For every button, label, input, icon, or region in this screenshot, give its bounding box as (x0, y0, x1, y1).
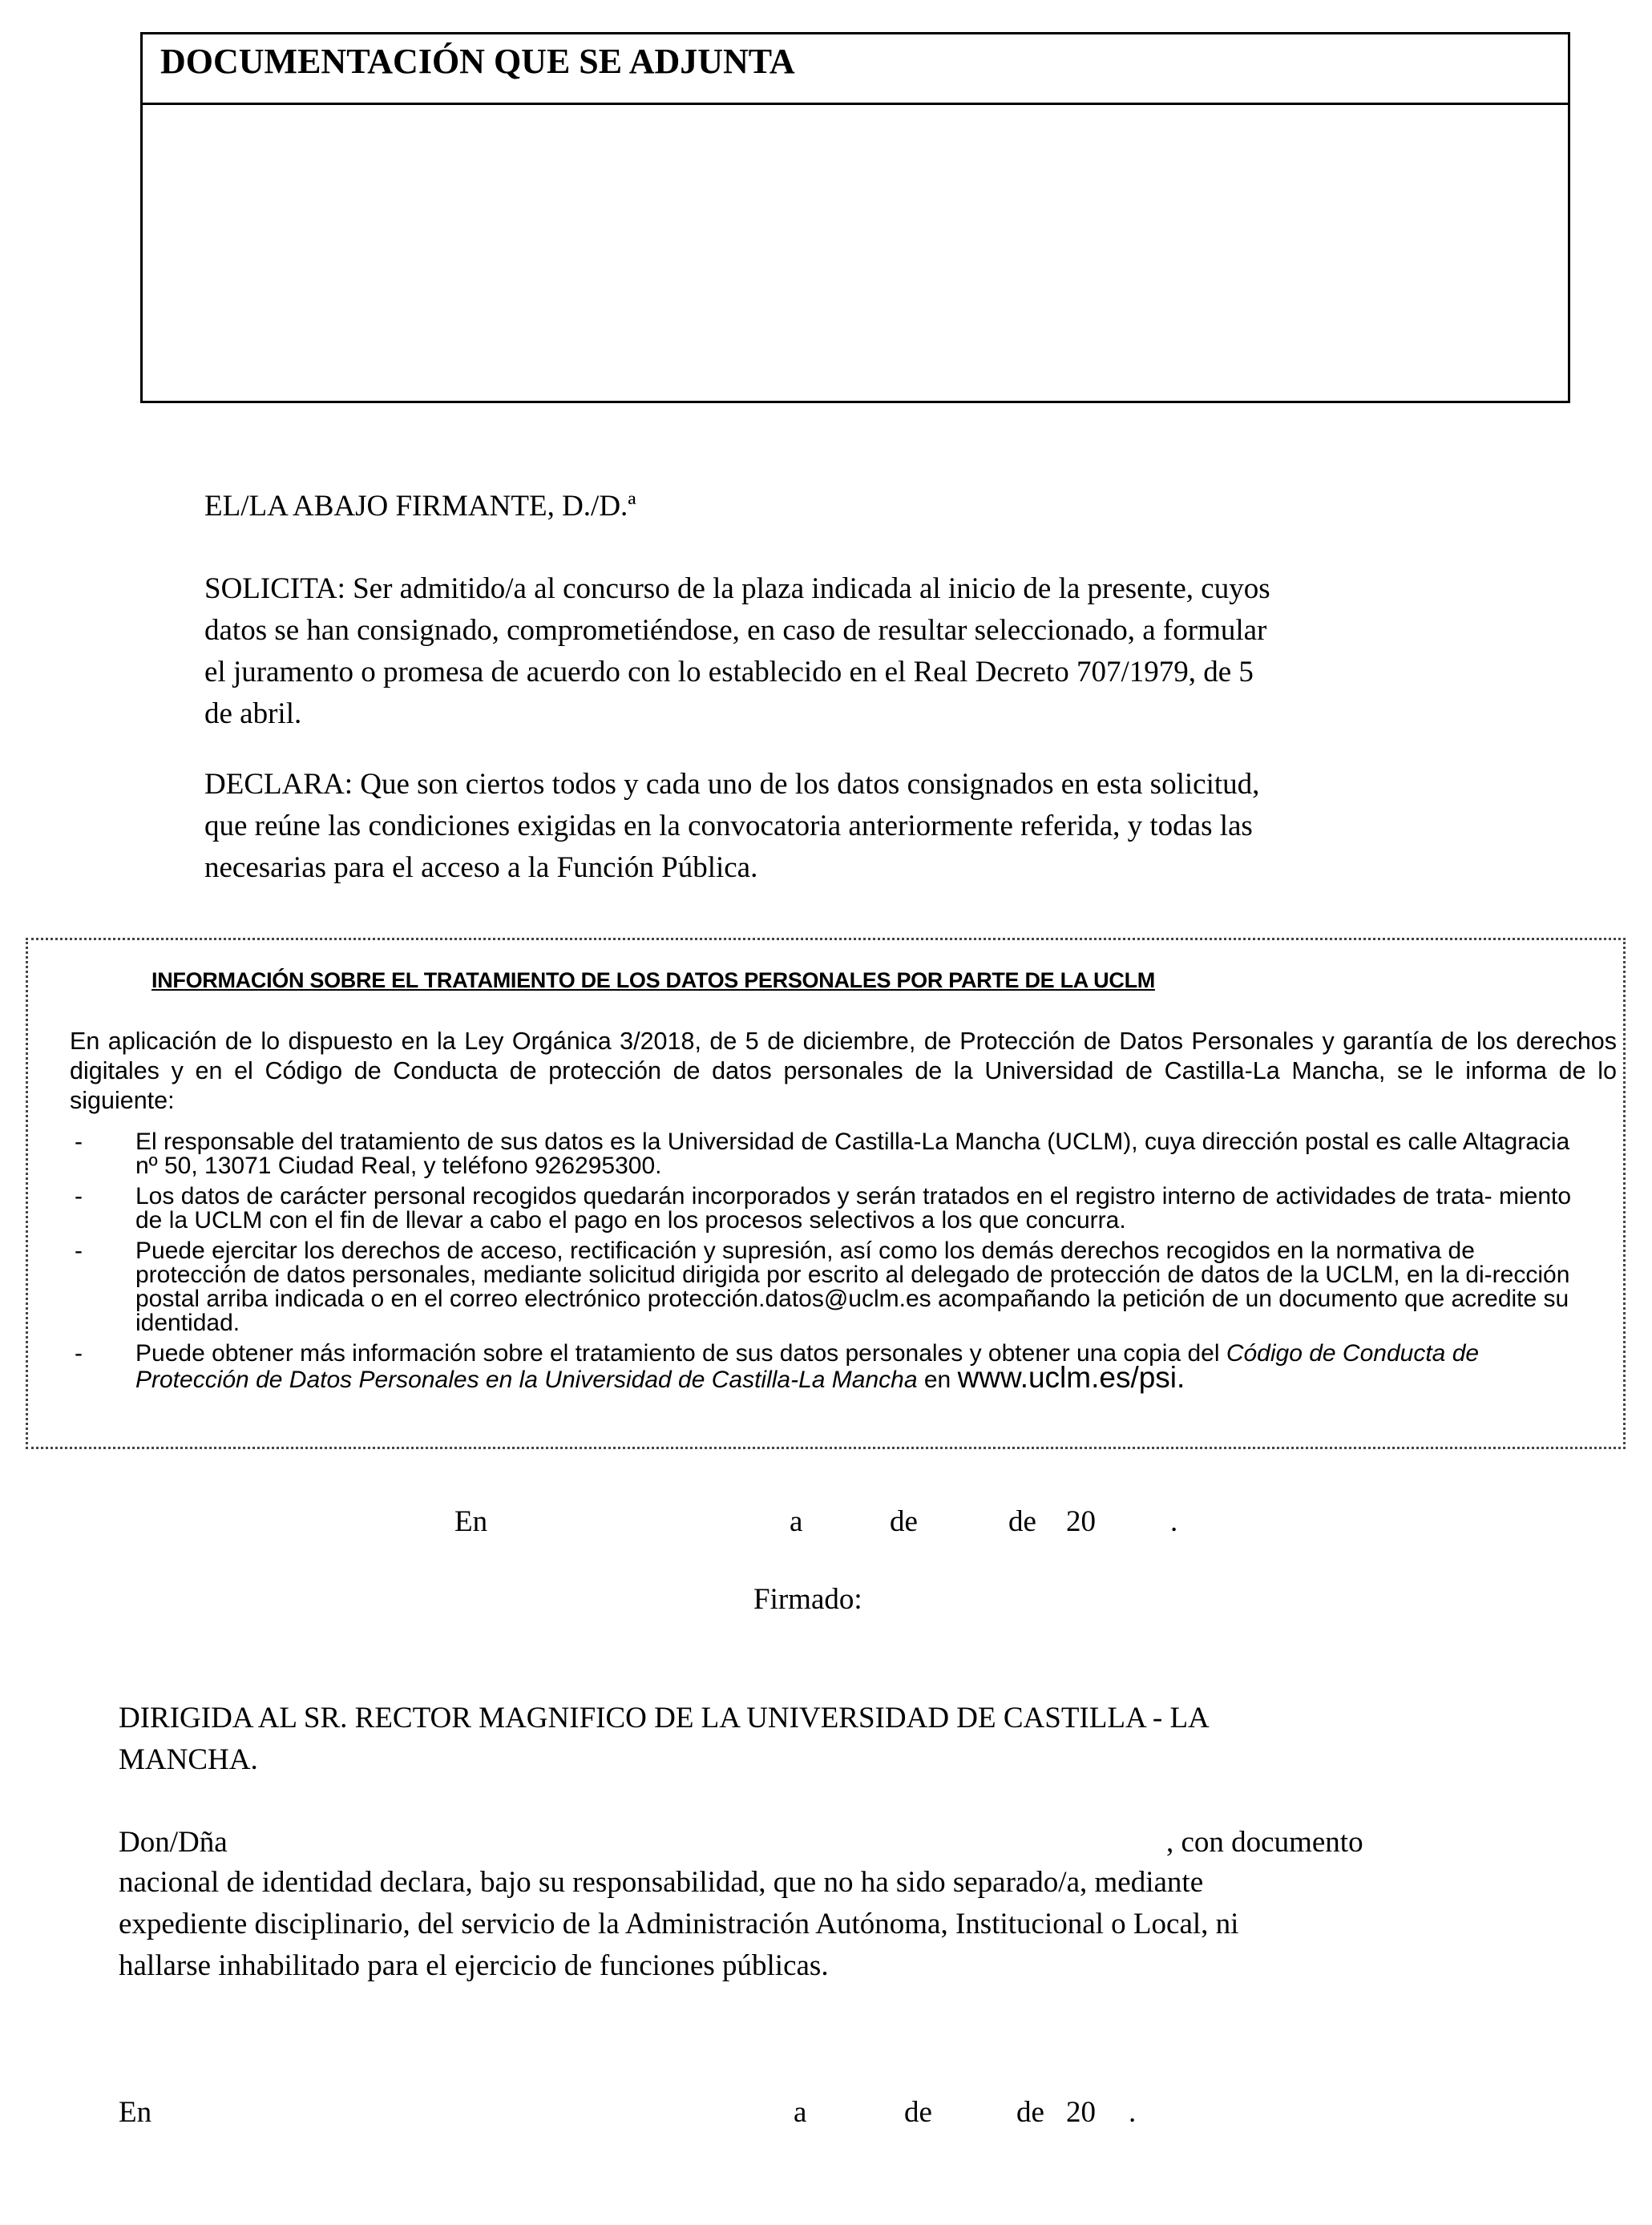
declaration-line: nacional de identidad declara, bajo su responsabilidad, que no ha sido separado/a, mediante (119, 1866, 1204, 1899)
list-item (75, 1342, 1614, 1392)
list-item (75, 1130, 1614, 1178)
bullet4-en: en (917, 1367, 958, 1393)
data-protection-box (26, 938, 1626, 1449)
data-protection-intro: En aplicación de lo dispuesto en la Ley Orgánica 3/2018, de 5 de diciembre, de Protección de Datos Personales y garantía de los derechos digitales y en el Código de Conducta de protección de datos personales de la Universidad de Castilla-La Mancha, se le informa de lo siguiente: (70, 1028, 1617, 1114)
bullet4-text: Puede obtener más información sobre el tratamiento de sus datos personales y obtener una copia del (135, 1340, 1226, 1367)
date-en-label: En (454, 1505, 488, 1538)
bullet-text: Puede ejercitar los derechos de acceso, rectificación y supresión, así como los demás derechos recogidos en la normativa de protección de datos personales, mediante solicitud dirigida por escrito al delegado de protección de datos de la UCLM, en la di-rección postal arriba indicada o en el correo electrónico protección.datos@uclm.es acompañando la petición de un documento que acredite su identidad. (135, 1238, 1570, 1336)
bullet-dash: - (75, 1183, 83, 1209)
addressee-line: MANCHA. (119, 1743, 258, 1776)
declara-line: que reúne las condiciones exigidas en la convocatoria anteriormente referida, y todas las (204, 810, 1253, 842)
don-dna-label: Don/Dña (119, 1826, 228, 1859)
documentation-box-title: DOCUMENTACIÓN QUE SE ADJUNTA (143, 34, 1568, 105)
date-a-label: a (794, 2096, 807, 2129)
declara-line: DECLARA: Que son ciertos todos y cada uno de los datos consignados en esta solicitud, (204, 768, 1260, 801)
bullet-text: Los datos de carácter personal recogidos quedarán incorporados y serán tratados en el registro interno de actividades de trata- miento de la UCLM con el fin de llevar a cabo el pago en los procesos selectivos a los que concurra. (135, 1183, 1572, 1234)
declaration-body (119, 1862, 1238, 1987)
bullet-dash: - (75, 1129, 83, 1155)
date-year-label: 20 (1066, 1505, 1096, 1538)
date-year-label: 20 (1066, 2096, 1096, 2129)
documentation-box-content-area[interactable] (143, 105, 1568, 394)
solicita-line: SOLICITA: Ser admitido/a al concurso de la plaza indicada al inicio de la presente, cuyos (204, 572, 1270, 605)
bullet-dash: - (75, 1238, 83, 1264)
solicita-line: el juramento o promesa de acuerdo con lo establecido en el Real Decreto 707/1979, de 5 (204, 656, 1254, 688)
declara-paragraph (204, 764, 1259, 889)
date-period: . (1170, 1505, 1178, 1538)
addressee (119, 1698, 1210, 1781)
date-a-label: a (790, 1505, 803, 1538)
date-period: . (1129, 2096, 1137, 2129)
date-de-label: de (904, 2096, 932, 2129)
addressee-line: DIRIGIDA AL SR. RECTOR MAGNIFICO DE LA UNIVERSIDAD DE CASTILLA - LA (119, 1702, 1210, 1734)
solicita-paragraph (204, 568, 1270, 735)
con-documento-label: , con documento (1166, 1826, 1363, 1859)
signer-label: EL/LA ABAJO FIRMANTE, D./D.ª (204, 490, 636, 523)
bullet4-code-title: Código de Conducta de Protección de Datos Personales en la Universidad de Castilla-La Mancha (135, 1340, 1480, 1393)
bullet-text: El responsable del tratamiento de sus datos es la Universidad de Castilla-La Mancha (UCLM), cuya dirección postal es calle Altagracia nº 50, 13071 Ciudad Real, y teléfono 926295300. (135, 1129, 1570, 1179)
date-de-label: de (890, 1505, 918, 1538)
date-de-label: de (1008, 1505, 1036, 1538)
data-protection-list (75, 1130, 1614, 1399)
psi-link[interactable]: www.uclm.es/psi. (957, 1361, 1185, 1394)
bullet-text (135, 1342, 1590, 1392)
data-protection-title: INFORMACIÓN SOBRE EL TRATAMIENTO DE LOS DATOS PERSONALES POR PARTE DE LA UCLM (151, 968, 1155, 992)
declaration-line: hallarse inhabilitado para el ejercicio de funciones públicas. (119, 1949, 829, 1982)
solicita-line: de abril. (204, 697, 302, 730)
documentation-box (140, 32, 1570, 403)
list-item (75, 1239, 1614, 1335)
declaration-line: expediente disciplinario, del servicio de la Administración Autónoma, Institucional o Local, ni (119, 1908, 1239, 1940)
list-item (75, 1185, 1614, 1233)
date-de-label: de (1016, 2096, 1044, 2129)
signature-label: Firmado: (753, 1583, 862, 1616)
date-en-label: En (119, 2096, 152, 2129)
bullet-dash: - (75, 1340, 83, 1367)
solicita-line: datos se han consignado, comprometiéndose, en caso de resultar seleccionado, a formular (204, 614, 1267, 647)
declara-line: necesarias para el acceso a la Función Pública. (204, 851, 758, 884)
